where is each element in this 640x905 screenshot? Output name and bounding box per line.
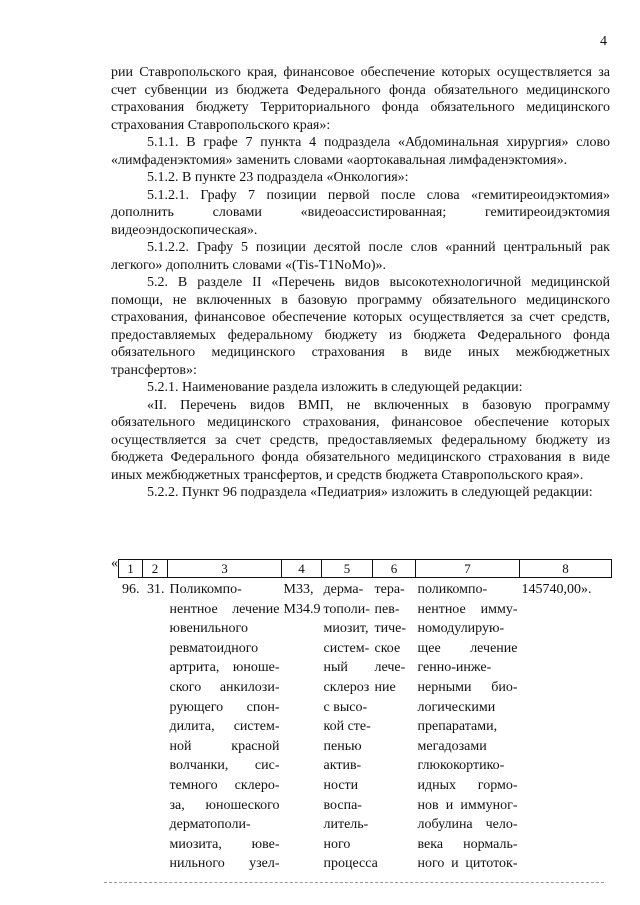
cell-line: логическими xyxy=(417,699,496,715)
cell-line: нильного узел- xyxy=(169,856,280,872)
column-header: 4 xyxy=(282,560,322,578)
cell-sub-number xyxy=(143,578,168,874)
cell-treatment-method xyxy=(416,578,520,874)
cell-line: миозит, xyxy=(323,621,369,637)
cell-line: лече- xyxy=(374,660,406,676)
cell-patient-model xyxy=(322,578,378,874)
cell-line: ного xyxy=(323,836,351,852)
cell-line: тера- xyxy=(374,582,405,597)
cell-cost xyxy=(520,578,612,874)
pediatrics-table xyxy=(118,559,612,874)
cell-line: ское xyxy=(374,640,401,656)
cell-line: ревматоидного xyxy=(169,640,259,656)
cell-line: ние xyxy=(374,679,396,695)
paragraph: «II. Перечень видов ВМП, не включенных в базовую программу обязательного медицинского страхования, финансовое обеспечение которых осуществляется за счет средств, предоставляемых федеральному бюджету из бюджета Федерального фонда обязательного медицинского страхования в виде иных межбюджетных трансфертов, и средств бюджета Ставропольского края». xyxy=(111,397,610,483)
table-row xyxy=(119,578,612,874)
paragraph: рии Ставропольского края, финансовое обеспечение которых осуществляется за счет субвенции из бюджета Федерального фонда обязательного медицинского страхования бюджету Территориального фонда обязательного медицинского страхования Ставропольского края»: xyxy=(111,65,610,133)
cell-line: нов и иммуног- xyxy=(417,797,518,813)
cell-line: тиче- xyxy=(374,621,407,637)
cell-line: М33, xyxy=(283,582,314,597)
column-header: 2 xyxy=(143,560,168,578)
table-open-quote: « xyxy=(111,556,118,571)
cell-line: ный xyxy=(323,660,348,676)
cell-line: артрита, юноше- xyxy=(169,660,280,676)
table-header-row xyxy=(119,560,612,578)
column-header: 7 xyxy=(416,560,520,578)
paragraph: 5.1.2. В пункте 23 подраздела «Онкология»: xyxy=(147,170,409,185)
cell-treatment-description xyxy=(168,578,282,874)
cell-line: миозита, юве- xyxy=(169,836,280,852)
cell-line: актив- xyxy=(323,758,362,774)
cell-treatment-type xyxy=(373,578,416,874)
cell-line: процесса xyxy=(323,856,378,872)
cell-line: века нормаль- xyxy=(417,836,518,852)
cell-line: М34.9 xyxy=(283,601,321,617)
cell-line: препаратами, xyxy=(417,719,498,735)
cell-line: с высо- xyxy=(323,699,368,715)
cell-line: щее лечение xyxy=(417,640,518,656)
cell-line: систем- xyxy=(323,640,370,656)
cell-line: 96. xyxy=(122,582,140,597)
column-header: 5 xyxy=(322,560,373,578)
footer-rule xyxy=(104,882,604,883)
cell-line: поликомпо- xyxy=(417,582,488,597)
cell-line: пенью xyxy=(323,738,362,754)
cell-line: 31. xyxy=(147,582,165,597)
cell-line: тополи- xyxy=(323,601,370,617)
cell-line: идных гормо- xyxy=(417,777,518,793)
paragraph: 5.1.2.2. Графу 5 позиции десятой после слов «ранний центральный рак легкого» дополнить словами «(Tis-T1NoMo)». xyxy=(111,240,610,273)
column-header: 8 xyxy=(520,560,612,578)
paragraph: 5.1.1. В графе 7 пункта 4 подраздела «Абдоминальная хирургия» слово «лимфаденэктомия» заменить словами «аортокавальная лимфаденэктомия». xyxy=(111,135,610,168)
cell-line: литель- xyxy=(323,817,369,833)
cell-line: дилита, систем- xyxy=(169,719,280,735)
column-header: 3 xyxy=(168,560,282,578)
cell-line: дерма- xyxy=(323,582,364,597)
column-header: 6 xyxy=(373,560,416,578)
cell-icd-codes xyxy=(282,578,322,874)
paragraph: 5.2. В разделе II «Перечень видов высокотехнологичной медицинской помощи, не включенных в базовую программу обязательного медицинского страхования, финансовое обеспечение которых осуществляется за счет средств, предоставляемых федеральному бюджету из бюджета Федерального фонда обязательного медицинского страхования в виде иных межбюджетных трансфертов»: xyxy=(111,275,610,378)
cell-line: ского анкилози- xyxy=(169,679,280,695)
cell-line: лобулина чело- xyxy=(417,817,518,833)
cell-line: 145740,00». xyxy=(521,582,592,597)
cell-line: волчанки, сис- xyxy=(169,758,280,774)
page-number: 4 xyxy=(600,34,607,49)
paragraph: 5.2.1. Наименование раздела изложить в следующей редакции: xyxy=(147,380,523,395)
cell-line: ности xyxy=(323,777,359,793)
cell-line: нентное имму- xyxy=(417,601,518,617)
cell-line: за, юношеского xyxy=(169,797,280,813)
document-body xyxy=(111,64,610,502)
paragraph: 5.1.2.1. Графу 7 позиции первой после слова «гемитиреоидэктомия» дополнить словами «видеоассистированная; гемитиреоидэктомия видеоэндоскопическая». xyxy=(111,187,610,238)
cell-line: кой сте- xyxy=(323,719,371,735)
cell-line: рующего спон- xyxy=(169,699,280,715)
cell-line: темного склеро- xyxy=(169,777,280,793)
cell-line: глюкокортико- xyxy=(417,758,505,774)
paragraph: 5.2.2. Пункт 96 подраздела «Педиатрия» изложить в следующей редакции: xyxy=(147,485,593,500)
cell-line: мегадозами xyxy=(417,738,487,754)
cell-line: номодулирую- xyxy=(417,621,505,637)
cell-line: Поликомпо- xyxy=(169,582,242,597)
cell-line: склероз xyxy=(323,679,370,695)
cell-line: генно-инже- xyxy=(417,660,492,676)
cell-line: ного и цитоток- xyxy=(417,856,518,872)
column-header: 1 xyxy=(119,560,143,578)
cell-line: ной красной xyxy=(169,738,280,754)
cell-line: ювенильного xyxy=(169,621,248,637)
cell-number xyxy=(119,578,143,874)
cell-line: нерными био- xyxy=(417,679,518,695)
cell-line: дерматополи- xyxy=(169,817,251,833)
cell-line: пев- xyxy=(374,601,400,617)
cell-line: нентное лечение xyxy=(169,601,280,617)
cell-line: воспа- xyxy=(323,797,362,813)
